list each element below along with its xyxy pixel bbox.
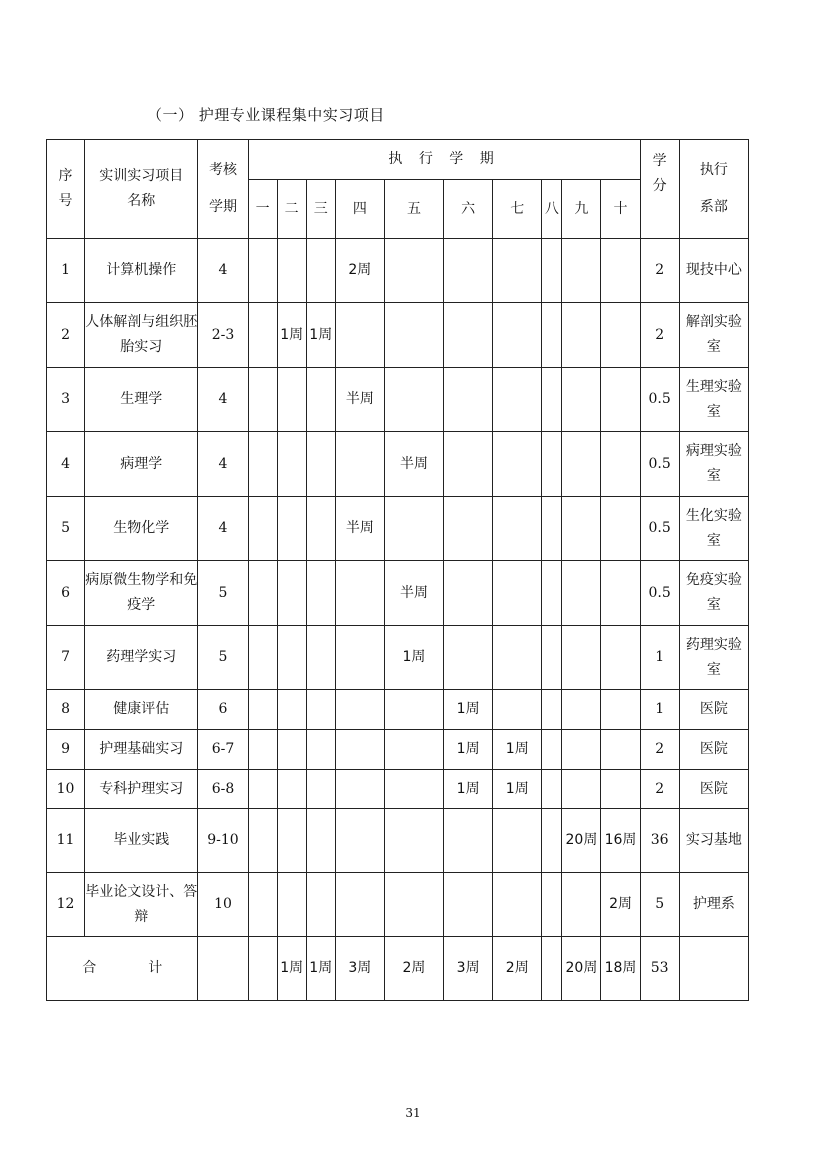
table-row	[47, 626, 749, 690]
semester-header: 六	[444, 180, 493, 239]
row-semester-cell	[493, 873, 542, 937]
row-semester-cell	[542, 497, 562, 561]
row-semester-cell: 半周	[335, 497, 384, 561]
row-name: 生理学	[85, 368, 198, 432]
semester-header: 一	[248, 180, 277, 239]
row-semester-cell	[493, 561, 542, 626]
row-semester-cell	[277, 809, 306, 873]
row-semester-cell	[562, 626, 601, 690]
row-semester-cell	[277, 626, 306, 690]
header-row-1	[47, 140, 749, 180]
row-credit: 36	[640, 809, 679, 873]
row-semester-cell	[562, 368, 601, 432]
row-semester-cell	[444, 626, 493, 690]
row-semester-cell	[335, 873, 384, 937]
row-semester-cell	[335, 432, 384, 497]
semester-header: 十	[601, 180, 640, 239]
row-semester-cell	[277, 368, 306, 432]
row-name: 毕业实践	[85, 809, 198, 873]
row-semester-cell	[562, 873, 601, 937]
row-semester-cell	[277, 770, 306, 809]
row-credit: 2	[640, 770, 679, 809]
row-semester-cell	[542, 303, 562, 368]
row-semester-cell: 半周	[335, 368, 384, 432]
row-credit: 0.5	[640, 561, 679, 626]
row-department: 医院	[679, 730, 748, 770]
row-semester-cell: 半周	[384, 432, 443, 497]
row-semester-cell: 1周	[277, 303, 306, 368]
row-seq: 6	[47, 561, 85, 626]
row-department: 现技中心	[679, 239, 748, 303]
semester-header: 九	[562, 180, 601, 239]
row-exam-term: 6-8	[198, 770, 248, 809]
total-semester-cell	[248, 937, 277, 1001]
row-semester-cell	[493, 239, 542, 303]
row-semester-cell	[493, 626, 542, 690]
row-department: 医院	[679, 770, 748, 809]
row-semester-cell	[601, 626, 640, 690]
row-semester-cell	[306, 809, 335, 873]
row-semester-cell	[601, 303, 640, 368]
row-name: 病理学	[85, 432, 198, 497]
total-semester-cell: 2周	[493, 937, 542, 1001]
row-semester-cell	[306, 626, 335, 690]
total-semester-cell	[542, 937, 562, 1001]
row-semester-cell	[335, 770, 384, 809]
semester-header: 八	[542, 180, 562, 239]
row-semester-cell	[277, 432, 306, 497]
row-semester-cell	[277, 497, 306, 561]
header-seq: 序 号	[47, 140, 85, 239]
table-row	[47, 368, 749, 432]
header-credit: 学 分	[640, 140, 679, 239]
row-semester-cell	[493, 809, 542, 873]
row-semester-cell: 2周	[335, 239, 384, 303]
row-semester-cell	[277, 873, 306, 937]
row-exam-term: 5	[198, 561, 248, 626]
row-semester-cell	[335, 626, 384, 690]
table-row	[47, 873, 749, 937]
row-exam-term: 10	[198, 873, 248, 937]
row-semester-cell	[444, 368, 493, 432]
table-row	[47, 730, 749, 770]
row-semester-cell	[384, 809, 443, 873]
row-exam-term: 5	[198, 626, 248, 690]
total-semester-cell: 1周	[306, 937, 335, 1001]
row-semester-cell	[562, 730, 601, 770]
row-semester-cell	[248, 873, 277, 937]
row-semester-cell	[542, 730, 562, 770]
total-semester-cell: 1周	[277, 937, 306, 1001]
row-exam-term: 6	[198, 690, 248, 730]
row-exam-term: 4	[198, 432, 248, 497]
row-semester-cell	[493, 368, 542, 432]
row-semester-cell	[444, 561, 493, 626]
header-exam-term: 考核 学期	[198, 140, 248, 239]
semester-header: 五	[384, 180, 443, 239]
header-exec-semester: 执 行 学 期	[248, 140, 640, 180]
row-semester-cell	[335, 730, 384, 770]
row-semester-cell	[306, 561, 335, 626]
row-name: 计算机操作	[85, 239, 198, 303]
row-semester-cell: 20周	[562, 809, 601, 873]
table-row	[47, 809, 749, 873]
row-semester-cell	[248, 561, 277, 626]
row-semester-cell	[444, 873, 493, 937]
row-exam-term: 9-10	[198, 809, 248, 873]
row-seq: 3	[47, 368, 85, 432]
row-semester-cell	[542, 690, 562, 730]
total-label-text: 合计	[82, 960, 163, 976]
total-semester-cell: 18周	[601, 937, 640, 1001]
row-semester-cell	[277, 239, 306, 303]
row-semester-cell	[542, 626, 562, 690]
row-credit: 2	[640, 730, 679, 770]
table-row	[47, 690, 749, 730]
row-name: 药理学实习	[85, 626, 198, 690]
row-semester-cell	[306, 497, 335, 561]
row-semester-cell	[306, 690, 335, 730]
row-department: 实习基地	[679, 809, 748, 873]
row-exam-term: 4	[198, 497, 248, 561]
row-semester-cell	[277, 730, 306, 770]
row-credit: 5	[640, 873, 679, 937]
row-semester-cell	[248, 626, 277, 690]
row-semester-cell	[306, 770, 335, 809]
row-semester-cell	[335, 303, 384, 368]
row-semester-cell	[384, 770, 443, 809]
row-credit: 0.5	[640, 432, 679, 497]
row-semester-cell	[493, 432, 542, 497]
row-semester-cell: 16周	[601, 809, 640, 873]
row-semester-cell	[542, 239, 562, 303]
row-semester-cell	[562, 239, 601, 303]
row-credit: 2	[640, 239, 679, 303]
row-semester-cell	[335, 809, 384, 873]
row-semester-cell	[601, 561, 640, 626]
row-semester-cell	[542, 809, 562, 873]
row-seq: 11	[47, 809, 85, 873]
row-name: 护理基础实习	[85, 730, 198, 770]
row-semester-cell	[248, 690, 277, 730]
row-semester-cell: 1周	[444, 730, 493, 770]
row-name: 专科护理实习	[85, 770, 198, 809]
row-semester-cell: 2周	[601, 873, 640, 937]
row-credit: 1	[640, 626, 679, 690]
total-semester-cell: 20周	[562, 937, 601, 1001]
row-semester-cell: 1周	[444, 690, 493, 730]
row-semester-cell	[384, 497, 443, 561]
row-semester-cell	[562, 303, 601, 368]
row-semester-cell	[277, 690, 306, 730]
header-department: 执行 系部	[679, 140, 748, 239]
total-credit: 53	[640, 937, 679, 1001]
row-credit: 2	[640, 303, 679, 368]
row-semester-cell	[562, 770, 601, 809]
total-semester-cell: 2周	[384, 937, 443, 1001]
row-seq: 5	[47, 497, 85, 561]
row-name: 健康评估	[85, 690, 198, 730]
row-semester-cell	[248, 432, 277, 497]
row-semester-cell	[542, 873, 562, 937]
row-semester-cell	[444, 432, 493, 497]
total-department	[679, 937, 748, 1001]
row-semester-cell	[444, 497, 493, 561]
row-seq: 9	[47, 730, 85, 770]
row-semester-cell	[562, 561, 601, 626]
row-semester-cell	[444, 809, 493, 873]
row-seq: 7	[47, 626, 85, 690]
row-semester-cell	[277, 561, 306, 626]
row-semester-cell	[601, 432, 640, 497]
row-semester-cell	[601, 770, 640, 809]
semester-header: 四	[335, 180, 384, 239]
row-semester-cell	[248, 239, 277, 303]
row-semester-cell	[562, 432, 601, 497]
row-name: 人体解剖与组织胚胎实习	[85, 303, 198, 368]
row-department: 药理实验室	[679, 626, 748, 690]
row-semester-cell	[248, 368, 277, 432]
row-semester-cell	[444, 303, 493, 368]
row-semester-cell: 1周	[306, 303, 335, 368]
row-semester-cell	[306, 873, 335, 937]
row-semester-cell	[542, 770, 562, 809]
row-semester-cell	[306, 730, 335, 770]
row-semester-cell	[542, 432, 562, 497]
row-semester-cell	[248, 303, 277, 368]
row-semester-cell	[248, 730, 277, 770]
row-semester-cell	[493, 497, 542, 561]
row-semester-cell	[384, 239, 443, 303]
table-row	[47, 770, 749, 809]
row-department: 解剖实验室	[679, 303, 748, 368]
semester-header: 七	[493, 180, 542, 239]
row-semester-cell	[493, 303, 542, 368]
practice-table	[46, 139, 749, 1001]
row-semester-cell	[601, 730, 640, 770]
row-department: 免疫实验室	[679, 561, 748, 626]
page-title: （一） 护理专业课程集中实习项目	[147, 106, 385, 124]
table-row	[47, 561, 749, 626]
row-semester-cell	[384, 873, 443, 937]
row-exam-term: 6-7	[198, 730, 248, 770]
row-exam-term: 4	[198, 239, 248, 303]
total-row	[47, 937, 749, 1001]
row-exam-term: 2-3	[198, 303, 248, 368]
row-semester-cell	[248, 809, 277, 873]
row-semester-cell	[601, 497, 640, 561]
row-semester-cell	[306, 432, 335, 497]
row-semester-cell: 1周	[444, 770, 493, 809]
row-seq: 2	[47, 303, 85, 368]
total-semester-cell: 3周	[335, 937, 384, 1001]
row-semester-cell	[384, 368, 443, 432]
row-semester-cell	[562, 690, 601, 730]
row-semester-cell: 1周	[493, 770, 542, 809]
row-semester-cell	[542, 368, 562, 432]
row-seq: 8	[47, 690, 85, 730]
semester-header: 二	[277, 180, 306, 239]
row-semester-cell	[601, 690, 640, 730]
total-label	[47, 937, 198, 1001]
row-semester-cell	[248, 497, 277, 561]
row-semester-cell	[444, 239, 493, 303]
row-semester-cell	[384, 303, 443, 368]
row-credit: 0.5	[640, 497, 679, 561]
row-semester-cell	[335, 561, 384, 626]
row-department: 护理系	[679, 873, 748, 937]
row-semester-cell	[248, 770, 277, 809]
row-semester-cell	[384, 690, 443, 730]
row-semester-cell: 1周	[493, 730, 542, 770]
table-row	[47, 432, 749, 497]
row-semester-cell	[384, 730, 443, 770]
row-department: 生化实验室	[679, 497, 748, 561]
row-department: 生理实验室	[679, 368, 748, 432]
row-name: 毕业论文设计、答辩	[85, 873, 198, 937]
header-name: 实训实习项目 名称	[85, 140, 198, 239]
row-semester-cell: 半周	[384, 561, 443, 626]
row-exam-term: 4	[198, 368, 248, 432]
row-department: 医院	[679, 690, 748, 730]
semester-header: 三	[306, 180, 335, 239]
row-semester-cell	[601, 368, 640, 432]
table-row	[47, 303, 749, 368]
row-semester-cell	[601, 239, 640, 303]
row-name: 生物化学	[85, 497, 198, 561]
total-exam-term	[198, 937, 248, 1001]
row-credit: 0.5	[640, 368, 679, 432]
row-credit: 1	[640, 690, 679, 730]
total-semester-cell: 3周	[444, 937, 493, 1001]
row-seq: 12	[47, 873, 85, 937]
row-semester-cell	[542, 561, 562, 626]
row-seq: 4	[47, 432, 85, 497]
row-seq: 1	[47, 239, 85, 303]
row-name: 病原微生物学和免疫学	[85, 561, 198, 626]
row-semester-cell	[335, 690, 384, 730]
row-semester-cell	[493, 690, 542, 730]
page-number: 31	[405, 1106, 421, 1120]
row-semester-cell	[562, 497, 601, 561]
row-semester-cell: 1周	[384, 626, 443, 690]
row-semester-cell	[306, 239, 335, 303]
table-row	[47, 239, 749, 303]
table-row	[47, 497, 749, 561]
row-department: 病理实验室	[679, 432, 748, 497]
row-seq: 10	[47, 770, 85, 809]
row-semester-cell	[306, 368, 335, 432]
